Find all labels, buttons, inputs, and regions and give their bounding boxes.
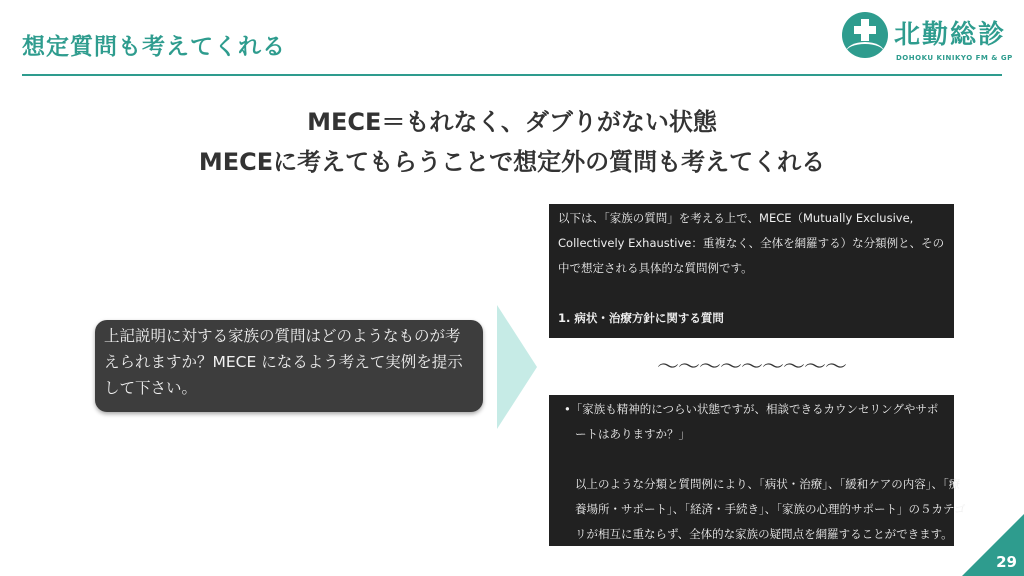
response-line: 中で想定される具体的な質問例です。: [558, 261, 753, 275]
response-line: 養場所・サポート」、「経済・手続き」、「家族の心理的サポート」の５カテゴ: [575, 502, 966, 516]
headline-line-1: MECE＝もれなく、ダブりがない状態: [307, 108, 717, 136]
hospital-cross-bridge-icon: [842, 12, 888, 58]
response-line: 以上のような分類と質問例により、「病状・治療」、「緩和ケアの内容」、「療: [575, 477, 961, 491]
page-number: 29: [996, 553, 1017, 571]
response-excerpt-bottom: [549, 395, 966, 546]
response-line: Collectively Exhaustive：重複なく、全体を網羅する）な分類例と、その: [558, 236, 945, 250]
headline-line-2: MECEに考えてもらうことで想定外の質問も考えてくれる: [198, 148, 826, 176]
response-line: 以下は、「家族の質問」を考える上で、MECE（Mutually Exclusive,: [558, 211, 914, 225]
logo-subtitle: DOHOKU KINIKYO FM & GP: [896, 54, 1013, 62]
response-line: •「家族も精神的につらい状態ですが、相談できるカウンセリングやサポ: [564, 402, 939, 416]
prompt-line: して下さい。: [104, 379, 198, 397]
response-line: ートはありますか？」: [575, 427, 690, 441]
prompt-line: えられますか？MECE になるよう考えて実例を提示: [104, 353, 463, 371]
logo-name: 北勤総診: [894, 20, 1007, 50]
prompt-bubble: [95, 320, 483, 412]
logo: [842, 12, 1012, 70]
response-line: リが相互に重ならず、全体的な家族の疑問点を網羅することができます。: [575, 527, 953, 541]
response-heading: 1. 病状・治療方針に関する質問: [558, 311, 724, 325]
omission-divider: 〜〜〜〜〜〜〜〜〜: [656, 355, 846, 380]
response-excerpt-top: [549, 204, 954, 338]
slide-title: 想定質問も考えてくれる: [22, 34, 286, 60]
prompt-line: 上記説明に対する家族の質問はどのようなものが考: [104, 327, 461, 345]
title-divider: [22, 74, 1002, 76]
right-arrow-icon: [497, 305, 537, 429]
